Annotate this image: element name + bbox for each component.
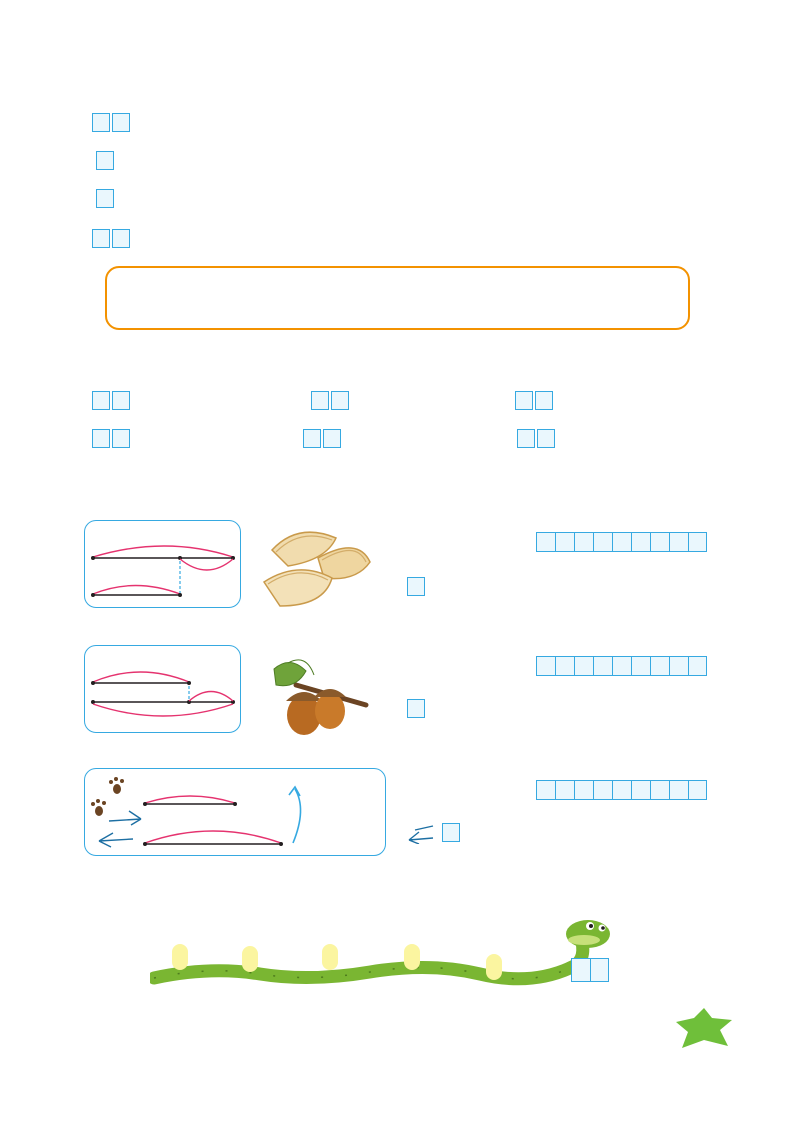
expression-5 <box>303 428 341 452</box>
answer-cell[interactable] <box>112 429 130 448</box>
dumplings-image <box>258 520 376 612</box>
answer-cell[interactable] <box>92 429 110 448</box>
answer-cell[interactable] <box>112 113 130 132</box>
scheme-c <box>84 768 386 856</box>
expression-6 <box>517 428 555 452</box>
acorns-image <box>266 655 376 745</box>
scheme-a-diagram <box>85 521 240 607</box>
snake-head-icon <box>566 920 610 948</box>
ex4-line-4 <box>92 228 130 252</box>
answer-cell[interactable] <box>112 391 130 410</box>
task-b-answer <box>407 698 425 722</box>
answer-cell[interactable] <box>92 113 110 132</box>
answer-cell[interactable] <box>407 577 425 596</box>
answer-cell[interactable] <box>407 699 425 718</box>
paw-prints-icon <box>91 777 124 816</box>
bird-track-icon <box>407 822 437 844</box>
scheme-c-diagram <box>85 769 385 855</box>
task-c-solution-grid[interactable] <box>536 780 707 800</box>
answer-cell[interactable] <box>515 391 533 410</box>
chain-answer-box[interactable] <box>571 958 609 982</box>
answer-cell[interactable] <box>517 429 535 448</box>
answer-cell[interactable] <box>303 429 321 448</box>
chain-step-5 <box>486 954 502 980</box>
answer-cell[interactable] <box>96 151 114 170</box>
chain-step-4 <box>404 944 420 970</box>
scheme-a <box>84 520 241 608</box>
scheme-b-diagram <box>85 646 240 732</box>
answer-cell[interactable] <box>323 429 341 448</box>
answer-cell[interactable] <box>112 229 130 248</box>
scheme-b <box>84 645 241 733</box>
answer-cell[interactable] <box>331 391 349 410</box>
top-dot-border <box>0 62 800 76</box>
expression-4 <box>92 428 130 452</box>
bird-tracks-icon <box>99 811 141 847</box>
answer-cell[interactable] <box>92 391 110 410</box>
answer-cell[interactable] <box>96 189 114 208</box>
snake-chain <box>150 912 620 992</box>
ex4-line-2 <box>92 150 114 174</box>
answer-cell[interactable] <box>311 391 329 410</box>
task-c-answer <box>407 822 460 846</box>
task-b-solution-grid[interactable] <box>536 656 707 676</box>
answer-cell[interactable] <box>92 229 110 248</box>
answer-cell[interactable] <box>537 429 555 448</box>
ex4-line-3 <box>92 188 114 212</box>
expression-2 <box>311 390 349 414</box>
ex4-line-1 <box>92 112 130 136</box>
task-a-solution-grid[interactable] <box>536 532 707 552</box>
answer-cell[interactable] <box>442 823 460 842</box>
chain-step-2 <box>242 946 258 972</box>
expression-3 <box>515 390 553 414</box>
chain-step-3 <box>322 944 338 970</box>
chain-step-1 <box>172 944 188 970</box>
page-number-badge <box>676 1008 732 1048</box>
expression-1 <box>92 390 130 414</box>
answer-cell[interactable] <box>535 391 553 410</box>
rule-box <box>105 266 690 330</box>
task-a-answer <box>407 576 425 600</box>
